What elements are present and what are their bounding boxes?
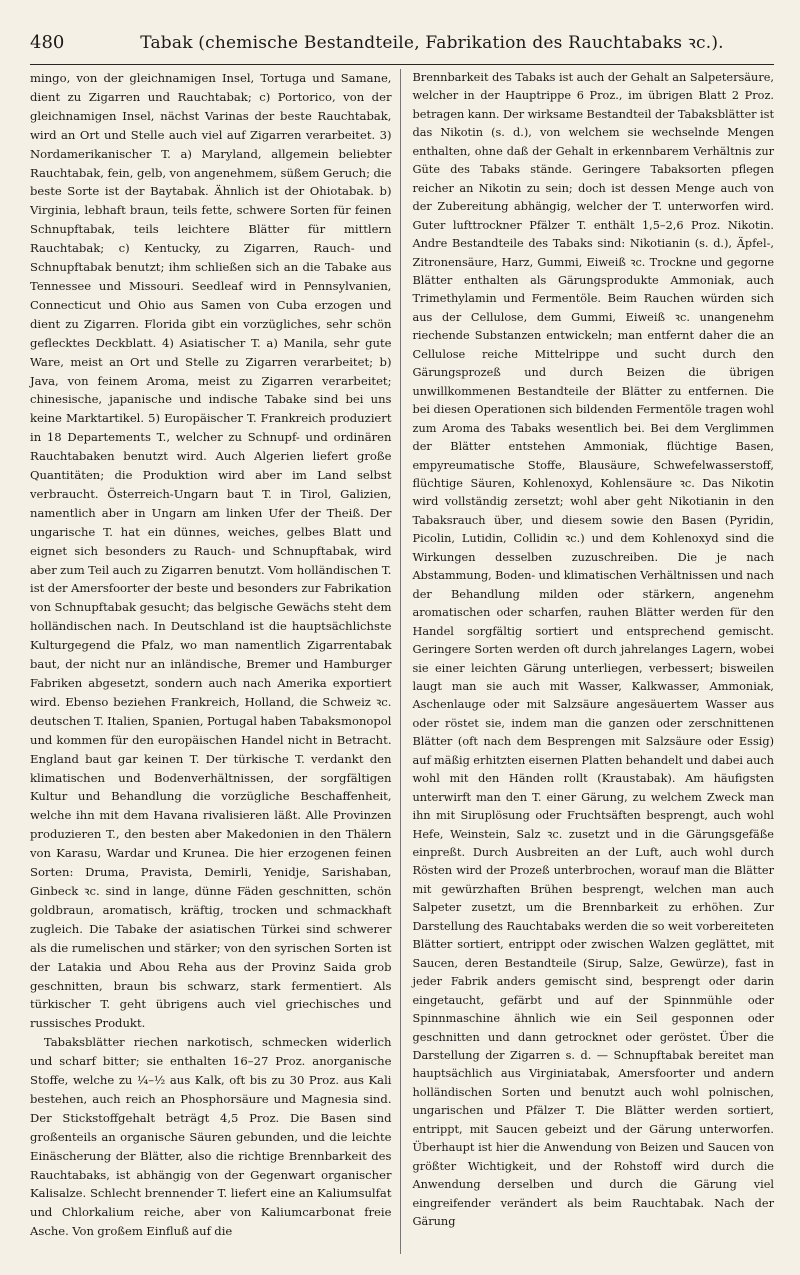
page-header [30,30,774,56]
right-paragraph-1: Brennbarkeit des Tabaks ist auch der Gehalt an Salpetersäure, welcher in der Hauptrippe 6 Proz., im übrigen Blatt 2 Proz. betragen kann. Der wirksame Bestandteil der Tabaksblätter ist das Nikotin (s. d.), von welchem sie wechselnde Mengen enthalten, ohne daß der Gehalt in erkennbarem Verhältnis zur Güte des Tabaks stände. Geringere Tabaksorten pflegen reicher an Nikotin zu sein; doch ist dessen Menge auch von der Zubereitung abhängig, welcher der T. unterworfen wird. Guter lufttrockner Pfälzer T. enthält 1,5–2,6 Proz. Nikotin. Andre Bestandteile des Tabaks sind: Nikotianin (s. d.), Äpfel-, Zitronensäure, Harz, Gummi, Eiweiß ꝛc. Trockne und gegorne Blätter enthalten als Gärungsprodukte Ammoniak, auch Trimethylamin und Fermentöle. Beim Rauchen würden sich aus der Cellulose, dem Gummi, Eiweiß ꝛc. unangenehm riechende Substanzen entwickeln; man entfernt daher die an Cellulose reiche Mittelrippe und sucht durch den Gärungsprozeß und durch Beizen die übrigen unwillkommenen Bestandteile der Blätter zu entfernen. Die bei diesen Operationen sich bildenden Fermentöle tragen wohl zum Aroma des Tabaks wesentlich bei. Bei dem Verglimmen der Blätter entstehen Ammoniak, flüchtige Basen, empyreumatische Stoffe, Blausäure, Schwefelwasserstoff, flüchtige Säuren, Kohlenoxyd, Kohlensäure ꝛc. Das Nikotin wird vollständig zersetzt; wohl aber geht Nikotianin in den Tabaksrauch über, und diesem sowie den Basen (Pyridin, Picolin, Lutidin, Collidin ꝛc.) und dem Kohlenoxyd sind die Wirkungen desselben zuzuschreiben. Die je nach Abstammung, Boden- und klimatischen Verhältnissen und nach der Behandlung milden oder stärkern, angenehm aromatischen oder scharfen, rauhen Blätter werden für den Handel sorgfältig sortiert und entsprechend gemischt. Geringere Sorten werden oft durch jahrelanges Lagern, wobei sie einer leichten Gärung unterliegen, verbessert; bisweilen laugt man sie auch mit Wasser, Kalkwasser, Ammoniak, Aschenlauge oder mit Salzsäure angesäuertem Wasser aus oder röstet sie, indem man die ganzen oder zerschnittenen Blätter (oft nach dem Besprengen mit Salzsäure oder Essig) auf mäßig erhitzten eisernen Platten behandelt und dabei auch wohl mit den Händen rollt (Kraustabak). Am häufigsten unterwirft man den T. einer Gärung, zu welchem Zweck man ihn mit Siruplösung oder Fruchtsäften besprengt, auch wohl Hefe, Weinstein, Salz ꝛc. zusetzt und in die Gärungsgefäße einpreßt. Durch Ausbreiten an der Luft, auch wohl durch Rösten wird der Prozeß unterbrochen, worauf man die Blätter mit gewürzhaften Brühen besprengt, welchen man auch Salpeter zusetzt, um die Brennbarkeit zu erhöhen. Zur Darstellung des Rauchtabaks werden die so weit vorbereiteten Blätter sortiert, entrippt oder zwischen Walzen geglättet, mit Saucen, deren Bestandteile (Sirup, Salze, Gewürze), fast in jeder Fabrik anders gemischt sind, besprengt oder darin eingetaucht, gefärbt und auf der Spinnmühle oder Spinnmaschine ähnlich wie ein Seil gesponnen oder geschnitten und dann getrocknet oder geröstet. Über die Darstellung der Zigarren s. d. — Schnupftabak bereitet man hauptsächlich aus Virginiatabak, Amersfoorter und andern holländischen Sorten und benutzt auch wohl polnischen, ungarischen und Pfälzer T. Die Blätter werden sortiert, entrippt, mit Saucen gebeizt und der Gärung unterworfen. Überhaupt ist hier die Anwendung von Beizen und Saucen von größter Wichtigkeit, und der Rohstoff wird durch die Anwendung derselben und durch die Gärung viel eingreifender verändert als beim Rauchtabak. Nach der Gärung [412,71,774,1229]
page-number: 480 [30,32,65,53]
left-paragraph-1: mingo, von der gleichnamigen Insel, Tortuga und Samane, dient zu Zigarren und Rauchtabak; c) Portorico, von der gleichnamigen Insel, nächst Varinas der beste Rauchtabak, wird an Ort und Stelle auch viel auf Zigarren verarbeitet. 3) Nordamerikanischer T. a) Maryland, allgemein beliebter Rauchtabak, fein, gelb, von angenehmem, süßem Geruch; die beste Sorte ist der Baytabak. Ähnlich ist der Ohiotabak. b) Virginia, lebhaft braun, teils fette, schwere Sorten für feinen Schnupftabak, teils leichtere Blätter für mittlern Rauchtabak; c) Kentucky, zu Zigarren, Rauch- und Schnupftabak benutzt; ihm schließen sich an die Tabake aus Tennessee und Missouri. Seedleaf wird in Pennsylvanien, Connecticut und Ohio aus Samen von Cuba erzogen und dient zu Zigarren. Florida gibt ein vorzügliches, sehr schön geflecktes Deckblatt. 4) Asiatischer T. a) Manila, sehr gute Ware, meist an Ort und Stelle zu Zigarren verarbeitet; b) Java, von feinem Aroma, meist zu Zigarren verarbeitet; chinesische, japanische und indische Tabake sind bei uns keine Marktartikel. 5) Europäischer T. Frankreich produziert in 18 Departements T., welcher zu Schnupf- und ordinären Rauchtabaken benutzt wird. Auch Algerien liefert große Quantitäten; die Produktion wird aber im Land selbst verbraucht. Österreich-Ungarn baut T. in Tirol, Galizien, namentlich aber in Ungarn am linken Ufer der Theiß. Der ungarische T. hat ein dünnes, weiches, gelbes Blatt und eignet sich besonders zu Rauch- und Schnupftabak, wird aber zum Teil auch zu Zigarren benutzt. Vom holländischen T. ist der Amersfoorter der beste und besonders zur Fabrikation von Schnupftabak gesucht; das belgische Gewächs steht dem holländischen nach. In Deutschland ist die hauptsächlichste Kulturgegend die Pfalz, wo man namentlich Zigarrentabak baut, der nicht nur an inländische, Bremer und Hamburger Fabriken abgesetzt, sondern auch nach Amerika exportiert wird. Ebenso beziehen Frankreich, Holland, die Schweiz ꝛc. deutschen T. Italien, Spanien, Portugal haben Tabaksmonopol und kommen für den europäischen Handel nicht in Betracht. England baut gar keinen T. Der türkische T. verdankt den klimatischen und Bodenverhältnissen, der sorgfältigen Kultur und Behandlung die vorzügliche Beschaffenheit, welche ihn mit dem Havana rivalisieren läßt. Alle Provinzen produzieren T., den besten aber Makedonien in den Thälern von Karasu, Wardar und Krunea. Die hier erzogenen feinen Sorten: Druma, Pravista, Demirli, Yenidje, Sarishaban, Ginbeck ꝛc. sind in lange, dünne Fäden geschnitten, schön goldbraun, aromatisch, kräftig, trocken und schmackhaft zugleich. Die Tabake der asiatischen Türkei sind schwerer als die rumelischen und stärker; von den syrischen Sorten ist der Latakia und Abou Reha aus der Provinz Saida grob geschnitten, braun bis schwarz, stark fermentiert. Als türkischer T. geht übrigens auch viel griechisches und russisches Produkt. [30,71,392,1031]
header-rule [30,64,774,65]
running-head: Tabak (chemische Bestandteile, Fabrikation des Rauchtabaks ꝛc.). [140,33,724,53]
left-paragraph-2: Tabaksblätter riechen narkotisch, schmecken widerlich und scharf bitter; sie enthalten 16–27 Proz. anorganische Stoffe, welche zu ¼–½ aus Kalk, oft bis zu 30 Proz. aus Kali bestehen, auch reich an Phosphorsäure und Magnesia sind. Der Stickstoffgehalt beträgt 4,5 Proz. Die Basen sind großenteils an organische Säuren gebunden, und die leichte Einäscherung der Blätter, also die richtige Brennbarkeit des Rauchtabaks, ist abhängig von der Gegenwart organischer Kalisalze. Schlecht brennender T. liefert eine an Kaliumsulfat und Chlorkalium reiche, aber von Kaliumcarbonat freie Asche. Von großem Einfluß auf die [30,1035,392,1239]
right-column [413,69,775,1254]
text-columns [30,69,774,1254]
left-column [30,69,401,1254]
